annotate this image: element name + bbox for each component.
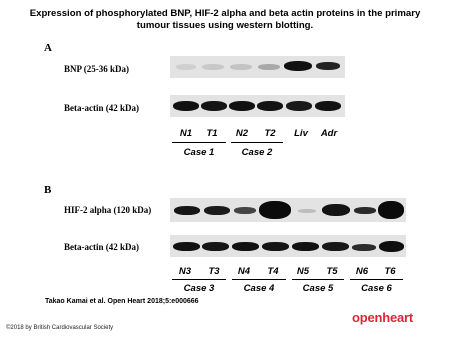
bnp-row-label: BNP (25-36 kDa) xyxy=(64,64,129,74)
blot-band xyxy=(202,64,224,70)
case-1-label: Case 1 xyxy=(183,147,215,158)
blot-band xyxy=(234,207,256,214)
figure-title: Expression of phosphorylated BNP, HIF-2 alpha and beta actin proteins in the primary tumour tissues using western blotting. xyxy=(29,8,421,31)
hif-blot-strip xyxy=(170,198,406,222)
blot-band xyxy=(232,242,259,251)
blot-band xyxy=(262,242,289,251)
case-3-bracket xyxy=(172,279,226,280)
blot-band xyxy=(176,64,196,70)
case-4-label: Case 4 xyxy=(243,283,275,294)
lane-label: N3 xyxy=(178,266,192,277)
actin-b-blot-strip xyxy=(170,235,406,257)
actin-a-blot-strip xyxy=(170,95,345,117)
case-3-label: Case 3 xyxy=(183,283,215,294)
blot-band xyxy=(352,244,376,251)
lane-label: N2 xyxy=(235,128,249,139)
case-1-bracket xyxy=(172,142,226,143)
case-6-label: Case 6 xyxy=(361,283,392,294)
blot-band xyxy=(286,101,312,111)
blot-band xyxy=(298,209,316,213)
blot-band xyxy=(201,101,227,111)
case-5-label: Case 5 xyxy=(302,283,334,294)
blot-band xyxy=(322,204,350,216)
actin-b-row-label: Beta-actin (42 kDa) xyxy=(64,242,139,252)
blot-band xyxy=(259,201,291,219)
citation: Takao Kamai et al. Open Heart 2018;5:e000666 xyxy=(45,298,199,305)
lane-label: N4 xyxy=(237,266,251,277)
blot-band xyxy=(257,101,283,111)
lane-label: T4 xyxy=(267,266,279,277)
lane-label: T6 xyxy=(384,266,396,277)
case-2-label: Case 2 xyxy=(241,147,273,158)
lane-label: Liv xyxy=(294,128,308,139)
blot-band xyxy=(292,242,319,251)
lane-label: Adr xyxy=(320,128,338,139)
blot-band xyxy=(315,101,341,111)
blot-band xyxy=(379,241,404,252)
hif-row-label: HIF-2 alpha (120 kDa) xyxy=(64,205,152,215)
lane-label: N1 xyxy=(179,128,193,139)
openheart-logo: openheart xyxy=(352,310,414,325)
lane-label: T3 xyxy=(208,266,220,277)
blot-band xyxy=(284,61,312,71)
case-6-bracket xyxy=(350,279,403,280)
lane-label: N5 xyxy=(296,266,310,277)
lane-label: T1 xyxy=(206,128,218,139)
blot-band xyxy=(173,242,200,251)
blot-band xyxy=(202,242,229,251)
blot-band xyxy=(322,242,349,251)
lane-label: N6 xyxy=(355,266,369,277)
blot-band xyxy=(174,206,200,215)
lane-label: T2 xyxy=(264,128,276,139)
blot-band xyxy=(229,101,255,111)
bnp-blot-strip xyxy=(170,56,345,78)
copyright: ©2018 by British Cardiovascular Society xyxy=(6,325,114,331)
blot-band xyxy=(378,201,404,219)
blot-band xyxy=(316,62,340,70)
case-2-bracket xyxy=(231,142,283,143)
blot-band xyxy=(258,64,280,70)
blot-band xyxy=(354,207,376,214)
actin-a-row-label: Beta-actin (42 kDa) xyxy=(64,103,139,113)
case-4-bracket xyxy=(232,279,286,280)
blot-band xyxy=(204,206,230,215)
blot-band xyxy=(230,64,252,70)
panel-a-letter: A xyxy=(44,42,52,54)
lane-label: T5 xyxy=(326,266,338,277)
panel-b-letter: B xyxy=(44,184,52,196)
case-5-bracket xyxy=(292,279,344,280)
blot-band xyxy=(173,101,199,111)
